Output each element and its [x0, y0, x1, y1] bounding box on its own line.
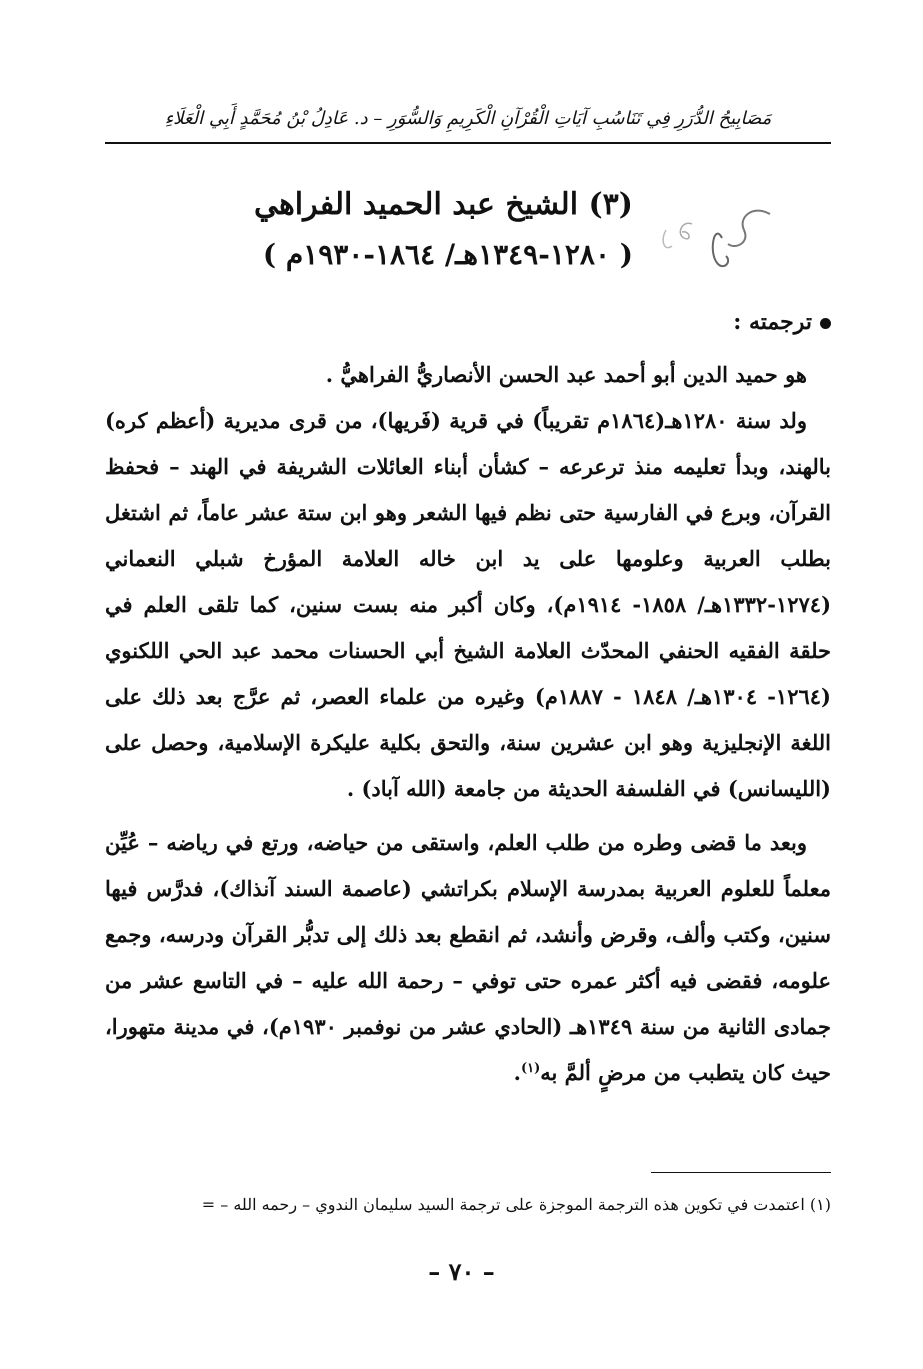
page-number: – ٧٠ – — [428, 1257, 495, 1286]
biography-dates: ( ١٢٨٠-١٣٤٩هـ/ ١٨٦٤-١٩٣٠م ) — [262, 238, 633, 271]
biography-title-block — [253, 180, 633, 280]
paragraph: وبعد ما قضى وطره من طلب العلم، واستقى من حياضه، ورتع في رياضه – عُيِّن معلماً للعلوم العربية بمدرسة الإسلام بكراتشي (عاصمة السند آنذاك)، فدرَّس فيها سنين، وكتب وألف، وقرض وأنشد، ثم انقطع بعد ذلك إلى تدبُّر القرآن ودرسه، وجمع علومه، فقضى فيه أكثر عمره حتى توفي – رحمة الله عليه – في التاسع عشر من جمادى الثانية من سنة ١٣٤٩هـ (الحادي عشر من نوفمبر ١٩٣٠م)، في مدينة متهورا، حيث كان يتطبب من مرضٍ ألمَّ به$^{(١)}$. — [105, 830, 832, 1085]
header-rule — [105, 142, 831, 144]
paragraph: هو حميد الدين أبو أحمد عبد الحسن الأنصاريُّ الفراهيُّ . — [325, 362, 807, 387]
section-label — [733, 304, 831, 340]
section-label-text: ترجمته : — [733, 309, 812, 335]
footnote-rule — [651, 1172, 831, 1173]
handwritten-annotation — [652, 200, 782, 280]
biography-title: (٣) الشيخ عبد الحميد الفراهي — [253, 187, 633, 222]
body-text — [105, 352, 831, 1096]
footnote: (١) اعتمدت في تكوين هذه الترجمة الموجزة على ترجمة السيد سليمان الندوي – رحمه الله – = — [201, 1195, 831, 1214]
running-header: مَصَابِيحُ الدُّرَرِ فِي تَنَاسُبِ آيَاتِ الْقُرْآنِ الْكَرِيمِ وَالسُّوَرِ – د. عَادِلُ بْنُ مُحَمَّدٍ أَبِي الْعَلَاءِ — [164, 108, 772, 129]
bullet-icon — [820, 318, 831, 329]
footnote-reference: (١) — [520, 1061, 541, 1076]
paragraph-text: وبعد ما قضى وطره من طلب العلم، واستقى من حياضه، ورتع في رياضه – عُيِّن معلماً للعلوم العربية بمدرسة الإسلام بكراتشي (عاصمة السند آنذاك)، فدرَّس فيها سنين، وكتب وألف، وقرض وأنشد، ثم انقطع بعد ذلك إلى تدبُّر القرآن ودرسه، وجمع علومه، فقضى فيه أكثر عمره حتى توفي – رحمة الله عليه – في التاسع عشر من جمادى الثانية من سنة ١٣٤٩هـ (الحادي عشر من نوفمبر ١٩٣٠م)، في مدينة متهورا، حيث كان يتطبب من مرضٍ ألمَّ به — [105, 830, 832, 1085]
paragraph: ولد سنة ١٢٨٠هـ(١٨٦٤م تقريباً) في قرية (فَريها)، من قرى مديرية (أعظم كره) بالهند، وبدأ تعليمه منذ ترعرعه – كشأن أبناء العائلات الشريفة في الهند – فحفظ القرآن، وبرع في الفارسية حتى نظم فيها الشعر وهو ابن ستة عشر عاماً، ثم اشتغل بطلب العربية وعلومها على يد ابن خاله العلامة المؤرخ شبلي النعماني (١٢٧٤-١٣٣٢هـ/ ١٨٥٨- ١٩١٤م)، وكان أكبر منه بست سنين، كما تلقى العلم في حلقة الفقيه الحنفي المحدّث العلامة الشيخ أبي الحسنات محمد عبد الحي اللكنوي (١٢٦٤- ١٣٠٤هـ/ ١٨٤٨ - ١٨٨٧م) وغيره من علماء العصر، ثم عرَّج بعد ذلك على اللغة الإنجليزية وهو ابن عشرين سنة، والتحق بكلية عليكرة الإسلامية، وحصل على (الليسانس) في الفلسفة الحديثة من جامعة (الله آباد) . — [105, 408, 832, 801]
